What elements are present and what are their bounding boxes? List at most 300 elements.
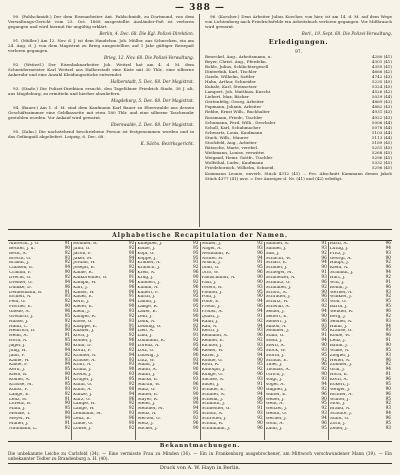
recap-name: Lind, J.: [137, 334, 153, 339]
recap-number: 90: [257, 420, 263, 426]
recap-name: Strauß, E.: [265, 358, 288, 363]
recap-number: 92: [257, 241, 263, 246]
recap-name: Lenk, A.: [137, 319, 156, 324]
recap-name: Kolbe, W.: [329, 334, 350, 339]
recap-name: Weber, J.: [265, 397, 285, 402]
recap-number: 94: [128, 255, 135, 261]
recap-name: Schmidt, J.: [201, 402, 226, 407]
recap-number: 96: [321, 294, 327, 300]
recap-name: Lessing, G.: [137, 324, 162, 329]
recap-name: Wolf, G.: [329, 300, 347, 305]
notice-signature: Halberstadt, 5. Dec. 68. Der Magistrat.: [110, 78, 194, 84]
recap-number: 92: [64, 299, 71, 305]
recap-name: Kraft, A.: [73, 363, 92, 368]
recap-name: Winter, J.: [329, 397, 350, 402]
recap-number: 91: [193, 260, 199, 266]
recap-number: 93: [64, 294, 71, 300]
recap-name: Lorenz, A.: [137, 344, 160, 349]
recap-name: Lauer, B.: [137, 310, 157, 315]
recap-name: Rahn, J.: [201, 319, 219, 324]
notice-signature: Brieg, 12. Nov. 68. Die Polizei-Verwaltung.: [103, 54, 194, 60]
recap-column: [200, 242, 264, 440]
recap-name: Mann, J.: [137, 373, 156, 378]
recap-name: Lehmann, M.: [73, 412, 103, 417]
recap-number: 92: [193, 323, 199, 329]
recap-name: Schlegel, M.: [265, 271, 293, 276]
recap-number: 94: [385, 411, 392, 417]
recap-name: Linde, G.: [73, 421, 93, 426]
recap-name: Lotz, G.: [137, 348, 155, 353]
notice-paragraph: 91. (Müller.) Am 12. Nov. d. J. ist dem Handelsm. Joh. Müller, aus Schnecken, ein am 24. Aug. d. J. von dem Magistrat zu Brieg ausgestellter, auf 1 Jahr gültiger Reisepaß verloren gegangen.: [8, 37, 194, 54]
recap-name: Mahn, A.: [137, 368, 158, 373]
recap-number: 96: [257, 425, 263, 431]
recap-number: 93: [128, 362, 135, 368]
entry-reference: 4882 (43): [371, 104, 392, 110]
recap-name: Kurth, J.: [137, 295, 156, 300]
recap-number: 95: [193, 304, 199, 310]
recap-name: Runge, G.: [201, 373, 223, 378]
recap-number: 95: [193, 343, 199, 349]
recap-name: Klose, G.: [73, 319, 93, 324]
recap-number: 93: [64, 255, 71, 261]
recap-name: Krause, A.: [73, 358, 96, 363]
recap-name: Sachse, A.: [201, 378, 225, 383]
recap-number: 93: [128, 357, 135, 363]
recap-number: 94: [385, 323, 392, 329]
recap-number: 90: [128, 328, 135, 334]
recap-number: 96: [385, 284, 392, 290]
recap-number: 92: [128, 347, 135, 353]
recap-number: 92: [64, 425, 71, 431]
recap-number: 94: [128, 352, 135, 358]
recap-number: 96: [385, 265, 392, 271]
recap-name: Lutz, W.: [137, 358, 155, 363]
recap-name: Schmidt, J.: [329, 271, 354, 276]
recap-number: 93: [193, 328, 199, 334]
recap-name: Stein, J.: [265, 339, 283, 344]
entry-reference: 5296 (45): [371, 165, 392, 170]
recap-name: Schulz, R.: [201, 421, 224, 426]
recap-number: 93: [321, 377, 327, 383]
recap-number: 91: [257, 260, 263, 266]
recap-name: Kauer, E.: [73, 295, 94, 300]
recap-name: Voigt, J.: [265, 378, 283, 383]
recap-name: Metz, J.: [137, 421, 154, 426]
recap-number: 91: [64, 289, 71, 295]
recap-number: 93: [193, 309, 199, 315]
section-rule-top: [8, 229, 392, 230]
recap-number: 91: [193, 333, 199, 339]
recap-name: Weigel, J.: [329, 387, 350, 392]
entry-name: Beyer, Christ. Aug., Pferdekn.: [205, 59, 267, 65]
recap-name: Reich, J.: [201, 329, 220, 334]
recap-name: Heim, A.: [9, 334, 28, 339]
entry-reference: 5113 (44): [371, 134, 392, 140]
recap-name: Karl, J.: [73, 285, 88, 290]
recap-name: Menz, A.: [137, 412, 157, 417]
recap-number: 92: [321, 250, 327, 256]
recap-number: 96: [257, 372, 263, 378]
recap-name: Cramm, P.: [9, 271, 32, 276]
notice-96: 96. (Koecher.) Dem Arbeiter Julius Koecher, von hier, ist am 14. d. M. auf dem Wege von Lichtenberg nach Friedrichsfelde ein Arbeitsbuch verloren gegangen. Vor Mißbrauch wird gewarnt.: [205, 14, 392, 30]
recap-number: 90: [193, 367, 199, 373]
recap-name: Wolff, A.: [265, 421, 284, 426]
recap-name: Müller, J.: [201, 242, 222, 246]
recap-name: Köhler, J.: [73, 339, 93, 344]
recap-name: Zimmer, J.: [329, 363, 352, 368]
recap-number: 93: [64, 357, 71, 363]
entry-reference: 5332 (45): [371, 159, 392, 165]
recap-name: Quast, J.: [201, 314, 220, 319]
recap-number: 93: [257, 377, 263, 383]
recap-number: 93: [64, 323, 71, 329]
recap-number: 93: [128, 260, 135, 266]
recap-name: Walter, E.: [265, 392, 287, 397]
recap-number: 92: [128, 425, 135, 431]
entry-name: Dinterfink, Karl, Tischler: [205, 69, 257, 75]
recap-name: Jäkel, M.: [73, 256, 93, 261]
entry-name: Schwartz, Louis, Kaufmann: [205, 129, 263, 135]
recap-name: Kniepbel, J.: [137, 242, 163, 246]
recap-number: 93: [385, 406, 392, 412]
entry-reference: 5078 (44): [371, 124, 392, 130]
recap-name: Joseph, B.: [73, 266, 96, 271]
entry-reference: 5296 (45): [371, 154, 392, 160]
entry-reference: 4869 (43): [371, 99, 392, 105]
section-title-erledigungen: Erledigungen.: [268, 37, 329, 46]
recap-number: 95: [64, 338, 71, 344]
recap-number: 93: [193, 241, 199, 246]
recap-number: 90: [193, 401, 199, 407]
recap-number: 93: [385, 352, 392, 358]
recap-name: Fritz, J.: [329, 251, 346, 256]
recap-number: 96: [321, 255, 327, 261]
recap-name: Lehr, J.: [137, 314, 153, 319]
recap-name: Kunst, F.: [9, 387, 28, 392]
recap-name: Kranz, J.: [73, 368, 92, 373]
recap-number: 93: [257, 245, 263, 251]
recap-number: 90: [128, 420, 135, 426]
recap-number: 93: [321, 275, 327, 281]
recap-name: Lohmann, R.: [137, 339, 166, 344]
recap-number: 93: [321, 299, 327, 305]
notice-paragraph: 90. (Pahlschmidt.) Der dem Eisenarbeiter Ant. Pahlschmidt, zu Dortmund, von dem Verwaltungs-Gericht vom 23. Oct. 1868 ausgestellte Ausländer-Paß ist verloren gegangen und wird hiermit für ungültig erklärt.: [8, 14, 194, 30]
recap-name: Renner, E.: [201, 339, 225, 344]
recap-row: [73, 427, 134, 432]
recap-name: Kahle, R.: [73, 271, 93, 276]
recap-number: 93: [128, 241, 135, 246]
recap-number: 93: [128, 372, 135, 378]
recap-number: 90: [64, 304, 71, 310]
entry-name: Stuck, Wilh., Maurer: [205, 134, 249, 140]
recap-name: Hahn, C.: [9, 324, 29, 329]
recap-number: 91: [64, 377, 71, 383]
recap-number: 90: [128, 367, 135, 373]
recap-name: Seifert, E.: [265, 314, 288, 319]
recap-name: Kiefer, E.: [73, 305, 94, 310]
recap-number: 95: [321, 425, 327, 431]
recap-number: 90: [385, 255, 392, 261]
recap-number: 91: [64, 333, 71, 339]
recap-name: Schmitz, G.: [265, 280, 291, 285]
recap-number: 94: [257, 323, 263, 329]
recap-name: Brecht, G.: [9, 256, 32, 261]
recap-name: Stahl, G.: [265, 334, 285, 339]
recap-number: 90: [128, 343, 135, 349]
recap-name: Dümke, D.: [9, 285, 32, 290]
recap-number: 96: [193, 420, 199, 426]
recap-number: 95: [321, 352, 327, 358]
recap-number: 96: [385, 415, 392, 421]
recap-number: 94: [193, 396, 199, 402]
recap-name: Martin, W.: [137, 382, 160, 387]
recap-name: Fischer, E.: [9, 305, 33, 310]
recap-name: Heinrich, D.: [9, 329, 36, 334]
entry-name: Stockfeld, Aug., Arbeiter: [205, 139, 257, 145]
recap-number: 90: [64, 401, 71, 407]
recap-column: [71, 242, 135, 440]
recap-name: Claasen, E.: [9, 266, 34, 271]
entry-reference: 4280 (41): [371, 53, 392, 59]
recap-column: [135, 242, 199, 440]
recap-number: 90: [321, 372, 327, 378]
recap-name: Dennemann, B.: [9, 290, 43, 295]
recap-name: Seidler, A.: [329, 319, 353, 324]
entry-name: Rätzsche, Marie, verehel.: [205, 144, 259, 150]
recap-number: 92: [321, 304, 327, 310]
column-divider: [199, 14, 200, 227]
recap-name: Rau, A.: [201, 324, 218, 329]
recap-number: 90: [257, 294, 263, 300]
recap-number: 94: [321, 260, 327, 266]
recap-name: Graf, J.: [329, 368, 345, 373]
recap-number: 94: [64, 415, 71, 421]
recap-number: 96: [128, 284, 135, 290]
recap-name: Klein, B.: [9, 373, 28, 378]
recap-name: Baum, J.: [329, 344, 348, 349]
recap-name: Jacob, P.: [73, 251, 92, 256]
recap-number: 92: [321, 406, 327, 412]
recap-name: Klinger, R.: [73, 314, 97, 319]
recap-name: Bach, A.: [329, 242, 348, 246]
recap-name: Haupt, J.: [329, 261, 349, 266]
recap-name: Meißner, M.: [137, 407, 164, 412]
entry-reference: 5324 (45): [371, 84, 392, 90]
recap-name: Noack, J.: [201, 261, 221, 266]
recap-number: 93: [385, 425, 392, 431]
recap-name: Moll, J.: [329, 402, 346, 407]
recap-name: Merten, G.: [137, 416, 161, 421]
recap-name: Horn, E.: [329, 373, 349, 378]
recap-number: 90: [128, 250, 135, 256]
recap-name: Werner, J.: [265, 416, 287, 421]
recap-name: Storm, J.: [265, 353, 285, 358]
recap-column: [8, 242, 71, 440]
recap-name: Kopf, G.: [137, 251, 155, 256]
entry-name: Liebert, Max, Bäcker: [205, 94, 249, 100]
recap-name: Schulte, J.: [329, 412, 352, 417]
recap-number: 94: [385, 367, 392, 373]
recap-number: 92: [321, 386, 327, 392]
recap-name: Krämer, A.: [73, 353, 97, 358]
recap-number: 92: [321, 284, 327, 290]
entry-reference: 5268 (45): [371, 149, 392, 155]
recap-number: 90: [385, 343, 392, 349]
recap-name: Kohn, D.: [73, 344, 92, 349]
entry-name: Beneckel, Aug., Arbeitsmann, u.: [205, 53, 272, 59]
recap-name: Lohse, J.: [73, 426, 92, 431]
recap-name: Schenk, J.: [201, 397, 224, 402]
recap-name: Kramer, A.: [137, 261, 161, 266]
notices-text: Die unbekannte Leiche zu Carlsfeld (34). — Eine vermisste Frau zu Minden (36). — Ein in Frankenburg ausgebrochener, am Mittwoch verschwundener Mann (39). — Ein unbekannter Todter zu Brandenburg a. H. (40).: [8, 451, 392, 462]
recap-name: Mauer, E.: [137, 392, 159, 397]
recap-number: 90: [193, 299, 199, 305]
recap-number: 92: [64, 275, 71, 281]
recap-number: 96: [64, 284, 71, 290]
recap-number: 95: [385, 347, 392, 353]
recap-number: 92: [64, 250, 71, 256]
recap-name: Lampe, H.: [73, 402, 96, 407]
recap-number: 91: [321, 333, 327, 339]
recap-name: Vogel, A.: [265, 382, 285, 387]
recap-name: Kuhnert, J.: [137, 280, 161, 285]
recap-number: 93: [257, 343, 263, 349]
recap-name: Dreßler, G.: [9, 280, 33, 285]
recap-number: 92: [64, 318, 71, 324]
recap-column: [328, 242, 392, 440]
recap-name: Lorenz, B.: [9, 402, 32, 407]
notice-96-signature: Berl., 19. Sept. 68. Die Polizei-Verwaltung.: [301, 30, 392, 36]
recap-number: 91: [385, 338, 392, 344]
recap-number: 95: [257, 347, 263, 353]
recap-number: 92: [385, 401, 392, 407]
recap-name: Richter, J.: [201, 344, 223, 349]
notice-paragraph: 93. (Stade.) Die Polizei-Direktion ersucht, den Tagelöhner Friedrich Stade, 38 J. alt, aus Magdeburg, zu ermitteln und hierher abzuliefern.: [8, 85, 194, 97]
recap-name: Wendel, R.: [329, 310, 354, 315]
recap-row: [202, 427, 263, 432]
recap-name: Jahn, G.: [73, 246, 91, 251]
recap-column: [264, 242, 328, 440]
recap-number: 96: [385, 333, 392, 339]
recap-number: 93: [385, 318, 392, 324]
recap-number: 96: [321, 362, 327, 368]
recap-name: Ulrich, J.: [265, 373, 285, 378]
recap-number: 92: [321, 357, 327, 363]
recap-number: 96: [128, 396, 135, 402]
recap-number: 90: [321, 343, 327, 349]
recap-name: Kühn, G.: [73, 382, 92, 387]
recap-number: 93: [257, 284, 263, 290]
recap-name: Ziegler, J.: [329, 353, 351, 358]
recap-number: 90: [64, 411, 71, 417]
recap-name: Otto, W.: [201, 271, 219, 276]
recap-name: Kamph, W.: [73, 280, 97, 285]
recap-number: 95: [128, 377, 135, 383]
recap-number: 92: [193, 415, 199, 421]
recap-number: 96: [257, 396, 263, 402]
recap-name: Schade, E.: [201, 387, 225, 392]
recap-name: Haase, J.: [9, 319, 29, 324]
recap-name: Schäfer, A.: [201, 392, 226, 397]
recap-number: 92: [128, 381, 135, 387]
recap-number: 94: [64, 362, 71, 368]
recap-name: Pohl, J.: [201, 295, 217, 300]
recap-number: 92: [64, 352, 71, 358]
recap-number: 96: [193, 284, 199, 290]
recap-name: Roth, R.: [201, 363, 220, 368]
recap-name: Eickelt, A.: [9, 295, 32, 300]
entry-reference: 4355 (41): [371, 64, 392, 70]
page-number: — 388 —: [174, 3, 226, 13]
recap-number: 92: [257, 338, 263, 344]
entry-reference: 4666 (42): [371, 69, 392, 75]
recap-name: Matz, G.: [137, 387, 156, 392]
entry-name: Oertenfelig, Georg, Arbeiter: [205, 99, 264, 105]
recap-table: [8, 242, 392, 440]
recap-number: 90: [193, 391, 199, 397]
recap-number: 93: [193, 377, 199, 383]
recap-number: 91: [64, 241, 71, 246]
recap-number: 93: [193, 357, 199, 363]
recap-name: Pahlschmidt, A.: [201, 276, 236, 281]
recap-name: Schröder, J.: [201, 416, 227, 421]
recap-name: Kreß, A.: [137, 271, 156, 276]
notice-paragraph: 92. (Weitzel.) Der Eisenbahnarbeiter Joh. Weitzel hat am 4. d. M. dem Schneidermeister Karl Weitzel aus Halberstadt eine Kiste mit 30 Thlr., eine silberne Ankeruhr und eine Anzahl Kleidungsstücke entwendet.: [8, 61, 194, 78]
recap-number: 91: [385, 279, 392, 285]
recap-name: Kalkbrenner, G.: [73, 276, 108, 281]
entry-reference: 5103 (44): [371, 129, 392, 135]
recap-number: 90: [193, 313, 199, 319]
entry-reference: 5235 (45): [371, 79, 392, 85]
recap-number: 92: [257, 415, 263, 421]
recap-number: 90: [193, 425, 199, 431]
recap-name: Brand, A.: [329, 407, 351, 412]
recap-number: 94: [257, 309, 263, 315]
entry-name: Hahn, Arthur, Schneider: [205, 79, 256, 85]
recap-name: Krause, G.: [329, 329, 353, 334]
recap-number: 96: [321, 420, 327, 426]
recap-number: 94: [385, 270, 392, 276]
recap-name: Schnabel, J.: [265, 285, 292, 290]
recap-number: 91: [257, 406, 263, 412]
recap-number: 95: [385, 304, 392, 310]
entry-name: Scholl, Karl, Schuhmacher: [205, 124, 261, 130]
recap-number: 94: [64, 279, 71, 285]
recap-number: 94: [385, 245, 392, 251]
recap-number: 94: [321, 415, 327, 421]
entry-name: Rebbe, Ernst Wilh., Buchhalter: [205, 109, 270, 115]
recap-name: Weitzel, J.: [265, 407, 288, 412]
recap-name: Zahn, J.: [265, 426, 283, 431]
recap-name: Schacht, W.: [265, 256, 292, 261]
recap-name: Horn, A.: [9, 339, 28, 344]
erledigungen-tail: Kommann Leonie, unverh. Stück 4312 (41) ... Pro. Abschnitt Kammann denen Jakob Stück 4377 (41) usw. = Der Anzeiger d. Nr. (41) und (42) erledigt.: [205, 171, 392, 182]
recap-name: Ludwig, J.: [137, 353, 160, 358]
printer-imprint: Druck von A. W. Hayn in Berlin.: [159, 465, 241, 471]
recap-number: 91: [128, 294, 135, 300]
recap-number: 95: [321, 401, 327, 407]
notice-paragraph: 94. (Bauer.) Am 1. d. M. sind dem Kaufmann Karl Bauer zu Eberswalde aus dessen Geschäftszimmer eine Geldkassette mit etwa 180 Thlr. und eine silberne Taschenuhr gestohlen worden. Vor Ankauf wird gewarnt.: [8, 104, 194, 121]
recap-number: 96: [257, 333, 263, 339]
recap-name: Koppe, J.: [137, 256, 157, 261]
recap-name: Weiß, A.: [265, 402, 284, 407]
recap-number: 96: [385, 377, 392, 383]
recap-title: Alphabetische Recapitulation der Namen.: [112, 232, 288, 239]
recap-number: 90: [64, 328, 71, 334]
recap-name: Sommer, J.: [265, 329, 289, 334]
recap-number: 96: [321, 279, 327, 285]
recap-number: 93: [321, 323, 327, 329]
